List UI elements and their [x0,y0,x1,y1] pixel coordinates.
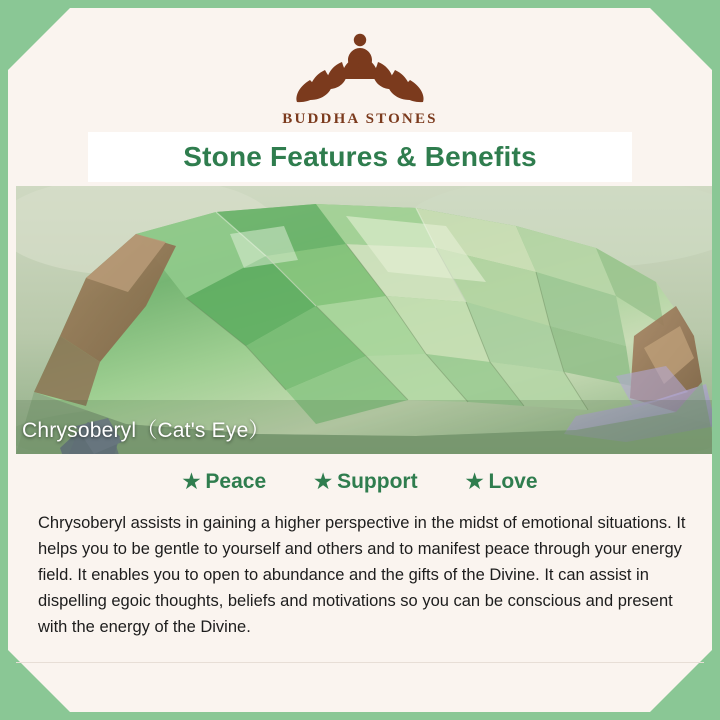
keyword-label-support: Support [337,470,418,493]
stone-name-label: Chrysoberyl（Cat's Eye） [22,419,270,442]
corner-wedge-bottom-left [8,650,70,712]
bottom-divider [16,662,704,663]
keyword-peace [182,470,266,494]
keyword-love [466,470,538,494]
star-icon: ★ [314,471,333,493]
corner-wedge-bottom-right [650,650,712,712]
lotus-meditation-icon [8,26,712,109]
keyword-label-love: Love [488,470,538,493]
brand-name: BUDDHA STONES [282,111,438,127]
page-title: Stone Features & Benefits [183,141,537,172]
stone-description: Chrysoberyl assists in gaining a higher perspective in the midst of emotional situations. It helps you to be gentle to yourself and others and to manifest peace through your energy field. It enables you to open to abundance and the gifts of the Divine. It can assist in dispelling egoic thoughts, beliefs and motivations so you can be conscious and present with the energy of the Divine. [38,514,686,636]
brand-block [8,26,712,128]
star-icon: ★ [182,471,201,493]
poster-card [8,8,712,712]
keyword-support [314,470,417,494]
title-banner [88,132,632,182]
keyword-label-peace: Peace [205,470,267,493]
keyword-row [16,470,704,494]
star-icon: ★ [465,471,484,493]
